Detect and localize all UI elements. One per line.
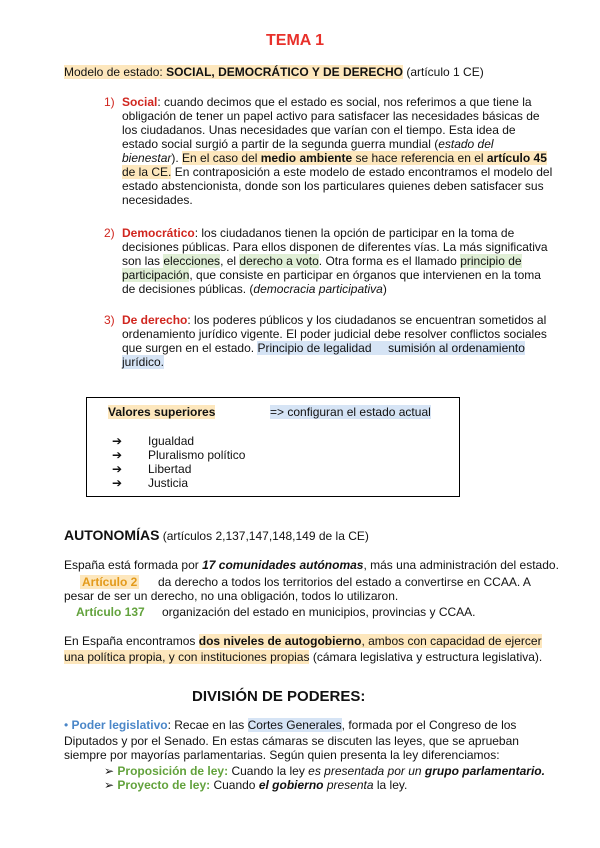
poder-text-3: siempre por mayorías parlamentarias. Según quien presenta la ley diferenciamos: <box>64 748 500 762</box>
text: dos niveles de autogobierno <box>198 634 362 648</box>
arrow-icon: ➔ <box>112 476 123 490</box>
highlight <box>182 151 547 165</box>
text-line: los ciudadanos. Unas necesidades que varían con el tiempo. Esta idea de <box>122 123 516 137</box>
text: que surgen en el estado. <box>122 341 258 355</box>
text: es presentada por un <box>308 764 425 778</box>
autonomias-p3 <box>64 634 542 648</box>
text: , formada por el Congreso de los <box>341 718 517 732</box>
arrow-icon: ➔ <box>112 434 123 448</box>
model-type: SOCIAL, DEMOCRÁTICO Y DE DERECHO <box>166 65 403 79</box>
autonomias-p3-2 <box>64 650 542 664</box>
text: bienestar <box>122 151 172 165</box>
text-line <box>122 341 525 355</box>
text: : cuando decimos que el estado es social, nos referimos a que tiene la <box>157 95 532 109</box>
text: se hace referencia en el <box>352 151 487 165</box>
poder-label: Poder legislativo <box>71 718 168 732</box>
heading-articles: (artículos 2,137,147,148,149 de la CE) <box>159 529 369 543</box>
autonomias-heading <box>64 528 369 543</box>
text: Cuando la ley <box>228 764 309 778</box>
text: Cuando <box>210 778 259 792</box>
list-item: Pluralismo político <box>148 448 246 462</box>
highlight: participación <box>122 268 190 282</box>
arrow-icon: ➢ <box>104 778 115 792</box>
text-line <box>122 254 522 268</box>
bullet-icon: • <box>64 718 69 732</box>
text: , más una administración del estado. <box>363 558 559 572</box>
text: son las <box>122 254 164 268</box>
highlight: de la CE. <box>122 165 172 179</box>
text: España está formada por <box>64 558 203 572</box>
valores-heading: Valores superiores <box>108 405 216 419</box>
item-number: 3) <box>104 313 115 327</box>
text-line <box>122 313 546 327</box>
arrow-icon: ➔ <box>112 462 123 476</box>
text: : los ciudadanos tienen la opción de participar en la toma de <box>194 226 515 240</box>
list-item: Justicia <box>148 476 189 490</box>
text: : Recae en las <box>167 718 248 732</box>
valores-arrow-text: => configuran el estado actual <box>270 405 431 419</box>
item-label: Democrático <box>122 226 195 240</box>
articulo-137-text: organización del estado en municipios, provincias y CCAA. <box>162 605 476 619</box>
text: grupo parlamentario. <box>424 764 545 778</box>
list-item: Igualdad <box>148 434 195 448</box>
text-line <box>122 282 387 296</box>
highlight: derecho a voto <box>239 254 319 268</box>
item-label: Social <box>122 95 158 109</box>
text-line: ordenamiento jurídico vigente. El poder judicial debe resolver conflictos sociales <box>122 327 547 341</box>
text: estado del <box>438 137 494 151</box>
text: estado social surgió a partir de la segunda guerra mundial ( <box>122 137 439 151</box>
text: En el caso del <box>182 151 261 165</box>
highlight: principio de <box>460 254 522 268</box>
text-line: obligación de tener un papel activo para satisfacer las necesidades básicas de <box>122 109 540 123</box>
text: medio ambiente <box>260 151 353 165</box>
item-number: 2) <box>104 226 115 240</box>
model-line <box>64 65 484 79</box>
proyecto-de-ley <box>104 778 407 792</box>
heading-text: AUTONOMÍAS <box>64 527 160 543</box>
text: artículo 45 <box>486 151 547 165</box>
text: el gobierno <box>258 778 324 792</box>
text: En contraposición a este modelo de estado encontramos el modelo del <box>171 165 553 179</box>
item-number: 1) <box>104 95 115 109</box>
text: ). <box>171 151 183 165</box>
arrow-icon: ➢ <box>104 764 115 778</box>
proposicion-de-ley <box>104 764 545 778</box>
articulo-2-text-2: pesar de ser un derecho, no una obligación, todos lo utilizaron. <box>64 589 399 603</box>
text-line <box>122 165 552 179</box>
text: la ley. <box>373 778 408 792</box>
label: Proyecto de ley: <box>117 778 211 792</box>
text: 17 comunidades autónomas <box>202 558 364 572</box>
page-title: TEMA 1 <box>266 32 325 49</box>
text: , ambos con capacidad de ejercer <box>361 634 542 648</box>
model-article: (artículo 1 CE) <box>403 65 484 79</box>
label: Proposición de ley: <box>117 764 229 778</box>
text: de decisiones públicas. ( <box>122 282 254 296</box>
highlight: elecciones <box>163 254 221 268</box>
text: En España encontramos <box>64 634 199 648</box>
highlight: Principio de legalidad sumisión al ordenamiento <box>257 341 525 355</box>
text-line <box>122 226 514 240</box>
item-label: De derecho <box>122 313 188 327</box>
arrow-icon: ➔ <box>112 448 123 462</box>
text-line <box>122 151 547 165</box>
poder-text-2: Diputados y por el Senado. En estas cámaras se discuten las leyes, que se aprueban <box>64 734 519 748</box>
highlight: Cortes Generales <box>247 718 342 732</box>
text: . Otra forma es el llamado <box>318 254 461 268</box>
division-heading: DIVISIÓN DE PODERES: <box>192 688 366 705</box>
text: , el <box>220 254 240 268</box>
text: presenta <box>323 778 374 792</box>
text-line: decisiones públicas. Para ellos disponen de diferentes vías. La más significativa <box>122 240 548 254</box>
poder-legislativo <box>64 718 516 732</box>
text-line <box>122 355 164 369</box>
article-label: Artículo 137 <box>76 605 145 619</box>
text-line <box>122 268 541 282</box>
text: ) <box>382 282 387 296</box>
highlight <box>199 634 542 648</box>
text: : los poderes públicos y los ciudadanos se encuentran sometidos al <box>187 313 547 327</box>
highlight: una política propia, y con instituciones propias <box>64 650 310 664</box>
text-line: estado abstencionista, donde son los particulares quienes deben satisfacer sus <box>122 179 544 193</box>
list-item: Libertad <box>148 462 192 476</box>
text: democracia participativa <box>253 282 383 296</box>
text: , que consiste en participar en órganos que intervienen en la toma <box>189 268 541 282</box>
text: (cámara legislativa y estructura legislativa). <box>309 650 543 664</box>
model-prefix: Modelo de estado: <box>64 65 167 79</box>
articulo-137 <box>76 605 145 619</box>
model-highlight <box>64 65 403 79</box>
article-label: Artículo 2 <box>82 575 138 589</box>
articulo-2 <box>80 575 139 589</box>
highlight: jurídico. <box>122 355 165 369</box>
text-line <box>122 137 494 151</box>
text-line <box>122 95 532 109</box>
text-line: necesidades. <box>122 193 193 207</box>
articulo-2-text: da derecho a todos los territorios del estado a convertirse en CCAA. A <box>158 575 531 589</box>
autonomias-p1 <box>64 558 559 572</box>
